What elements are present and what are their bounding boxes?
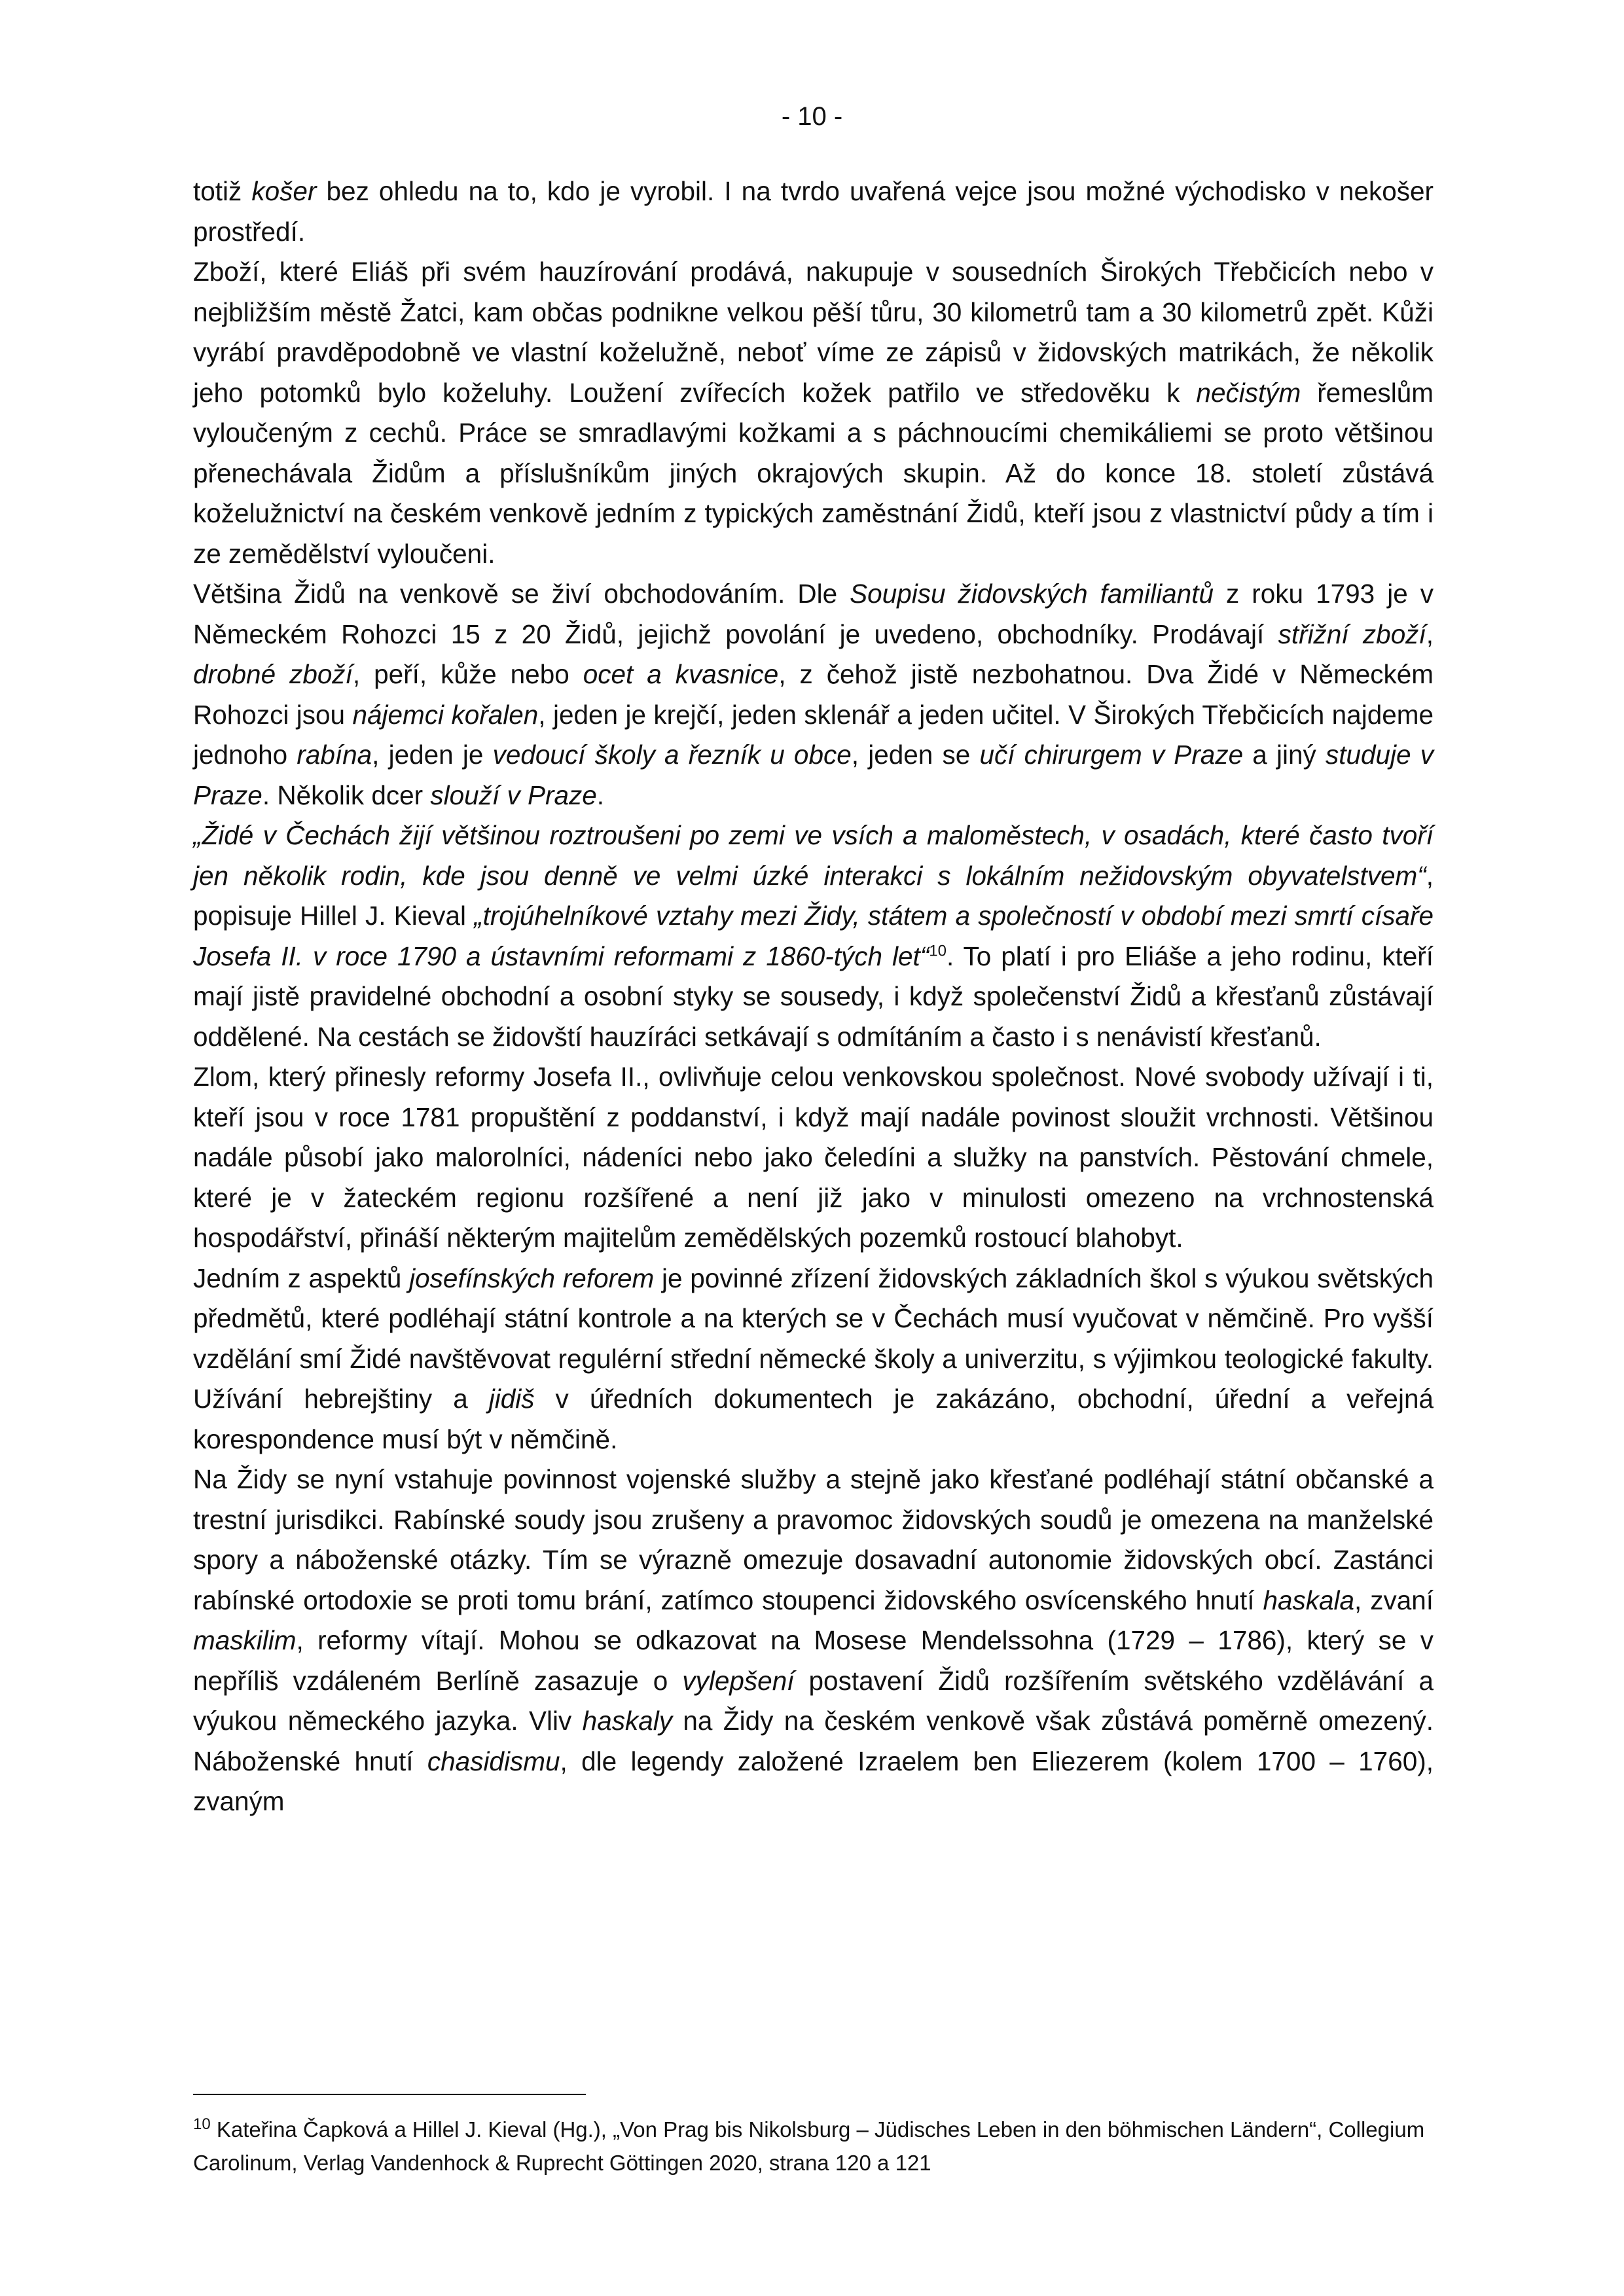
text-run: totiž: [193, 176, 252, 206]
text-run: v úředních dokumentech je zakázáno, obchodní, úřední a veřejná korespondence musí být v němčině.: [193, 1384, 1434, 1454]
italic-text: vylepšení: [682, 1665, 795, 1696]
text-run: Jedním z aspektů: [193, 1263, 410, 1293]
paragraph: [193, 1057, 1434, 1259]
text-run: . Několik dcer: [262, 780, 431, 810]
italic-text: haskaly: [582, 1706, 672, 1736]
text-run: Zboží, které Eliáš při svém hauzírování prodává, nakupuje v sousedních Širokých Třebčicích nebo v nejbližším městě Žatci, kam občas podnikne velkou pěší tůru, 30 kilometrů tam a 30 kilometrů zpět. Kůži vyrábí pravděpodobně ve vlastní koželužně, neboť víme ze zápisů v židovských matrikách, že několik jeho potomků bylo koželuhy. Loužení zvířecích kožek patřilo ve středověku k: [193, 257, 1434, 408]
text-run: , jeden se: [851, 740, 980, 770]
italic-text: nájemci kořalen: [352, 699, 539, 730]
text-run: řemeslům vyloučeným z cechů. Práce se smradlavými kožkami a s páchnoucími chemikáliemi se proto většinou přenechávala Židům a příslušníkům jiných okrajových skupin. Až do konce 18. století zůstává koželužnictví na českém venkově jedním z typických zaměstnání Židů, kteří jsou z vlastnictví půdy a tím i ze zemědělství vyloučeni.: [193, 377, 1434, 569]
italic-text: ocet a kvasnice: [583, 659, 779, 689]
body-text: [193, 171, 1434, 1822]
italic-text: haskala: [1263, 1585, 1355, 1615]
paragraph: [193, 252, 1434, 574]
text-run: , jeden je krejčí, jeden sklenář a jeden učitel. V Širokých Třebčicích najdeme jednoho: [193, 699, 1434, 770]
footnote-text: Kateřina Čapková a Hillel J. Kieval (Hg.), „Von Prag bis Nikolsburg – Jüdisches Leben in den böhmischen Ländern“, Collegium Carolinum, Verlag Vandenhock & Ruprecht Göttingen 2020, strana 120 a 121: [193, 2117, 1425, 2175]
paragraph: [193, 171, 1434, 252]
italic-text: drobné zboží: [193, 659, 353, 689]
italic-text: „trojúhelníkové vztahy mezi Židy, státem a společností v období mezi smrtí císaře Josefa II. v roce 1790 a ústavními reformami z 1860-tých let“: [193, 901, 1434, 971]
text-run: , z čehož jistě nezbohatnou. Dva Židé v Německém Rohozci jsou: [193, 659, 1434, 730]
italic-text: vedoucí školy a řezník u obce: [492, 740, 852, 770]
page-number: - 10 -: [781, 102, 843, 131]
text-run: Zlom, který přinesly reformy Josefa II., ovlivňuje celou venkovskou společnost. Nové svobody užívají i ti, kteří jsou v roce 1781 propuštění z poddanství, i když mají nadále povinost sloužit vrchnosti. Většinou nadále působí jako malorolníci, nádeníci nebo jako čeledíni a služky na panstvích. Pěstování chmele, které je v žateckém regionu rozšířené a není již jako v minulosti omezeno na vrchnostenská hospodářství, přináší některým majitelům zemědělských pozemků rostoucí blahobyt.: [193, 1062, 1434, 1253]
footnote-reference: 10: [929, 942, 947, 960]
footnote: [193, 2113, 1434, 2179]
paragraph: [193, 574, 1434, 816]
text-run: . To platí i pro Eliáše a jeho rodinu, kteří mají jistě pravidelné obchodní a osobní styky se sousedy, i když společenství Židů a křesťanů zůstávají oddělené. Na cestách se židovští hauzíráci setkávají s odmítáním a často i s nenávistí křesťanů.: [193, 941, 1434, 1052]
text-run: na Židy na českém venkově však zůstává poměrně omezený. Náboženské hnutí: [193, 1706, 1434, 1776]
italic-text: košer: [251, 176, 317, 206]
italic-text: jidiš: [488, 1384, 535, 1414]
footnote-separator: [193, 2094, 586, 2095]
paragraph: [193, 1460, 1434, 1822]
text-run: postavení Židů rozšířením světského vzdělávání a výukou německého jazyka. Vliv: [193, 1665, 1434, 1736]
italic-text: maskilim: [193, 1625, 297, 1655]
text-run: Většina Židů na venkově se živí obchodováním. Dle: [193, 579, 850, 609]
italic-text: slouží v Praze: [430, 780, 597, 810]
italic-text: chasidismu: [427, 1746, 560, 1776]
italic-text: nečistým: [1196, 377, 1301, 408]
text-run: , peří, kůže nebo: [352, 659, 583, 689]
text-run: , jeden je: [372, 740, 493, 770]
italic-text: josefínských reforem: [409, 1263, 655, 1293]
italic-text: střižní zboží: [1278, 619, 1426, 649]
paragraph: [193, 816, 1434, 1057]
text-run: .: [596, 780, 605, 810]
text-run: , zvaní: [1354, 1585, 1434, 1615]
italic-text: rabína: [297, 740, 372, 770]
paragraph: [193, 1259, 1434, 1460]
italic-text: „Židé v Čechách žijí většinou roztroušeni po zemi ve vsích a maloměstech, v osadách, které často tvoří jen několik rodin, kde jsou denně ve velmi úzké interakci s lokálním nežidovským obyvatelstvem“: [193, 820, 1434, 891]
text-run: bez ohledu na to, kdo je vyrobil. I na tvrdo uvařená vejce jsou možné východisko v nekošer prostředí.: [193, 176, 1434, 247]
footnote-number: 10: [193, 2115, 211, 2133]
text-run: Na Židy se nyní vstahuje povinnost vojenské služby a stejně jako křesťané podléhají státní občanské a trestní jurisdikci. Rabínské soudy jsou zrušeny a pravomoc židovských soudů je omezena na manželské spory a náboženské otázky. Tím se výrazně omezuje dosavadní autonomie židovských obcí. Zastánci rabínské ortodoxie se proti tomu brání, zatímco stoupenci židovského osvícenského hnutí: [193, 1464, 1434, 1615]
text-run: z roku 1793 je v Německém Rohozci 15 z 20 Židů, jejichž povolání je uvedeno, obchodníky. Prodávají: [193, 579, 1434, 649]
text-run: , dle legendy založené Izraelem ben Eliezerem (kolem 1700 – 1760), zvaným: [193, 1746, 1434, 1816]
italic-text: studuje v Praze: [193, 740, 1434, 810]
text-run: , popisuje Hillel J. Kieval: [193, 860, 1434, 931]
text-run: a jiný: [1243, 740, 1326, 770]
italic-text: učí chirurgem v Praze: [979, 740, 1244, 770]
text-run: ,: [1426, 619, 1434, 649]
italic-text: Soupisu židovských familiantů: [850, 579, 1214, 609]
text-run: , reformy vítají. Mohou se odkazovat na Mosese Mendelssohna (1729 – 1786), který se v nepříliš vzdáleném Berlíně zasazuje o: [193, 1625, 1434, 1696]
text-run: je povinné zřízení židovských základních škol s výukou světských předmětů, které podléhají státní kontrole a na kterých se v Čechách musí vyučovat v němčině. Pro vyšší vzdělání smí Židé navštěvovat regulérní střední německé školy a univerzitu, s výjimkou teologické fakulty. Užívání hebrejštiny a: [193, 1263, 1434, 1414]
